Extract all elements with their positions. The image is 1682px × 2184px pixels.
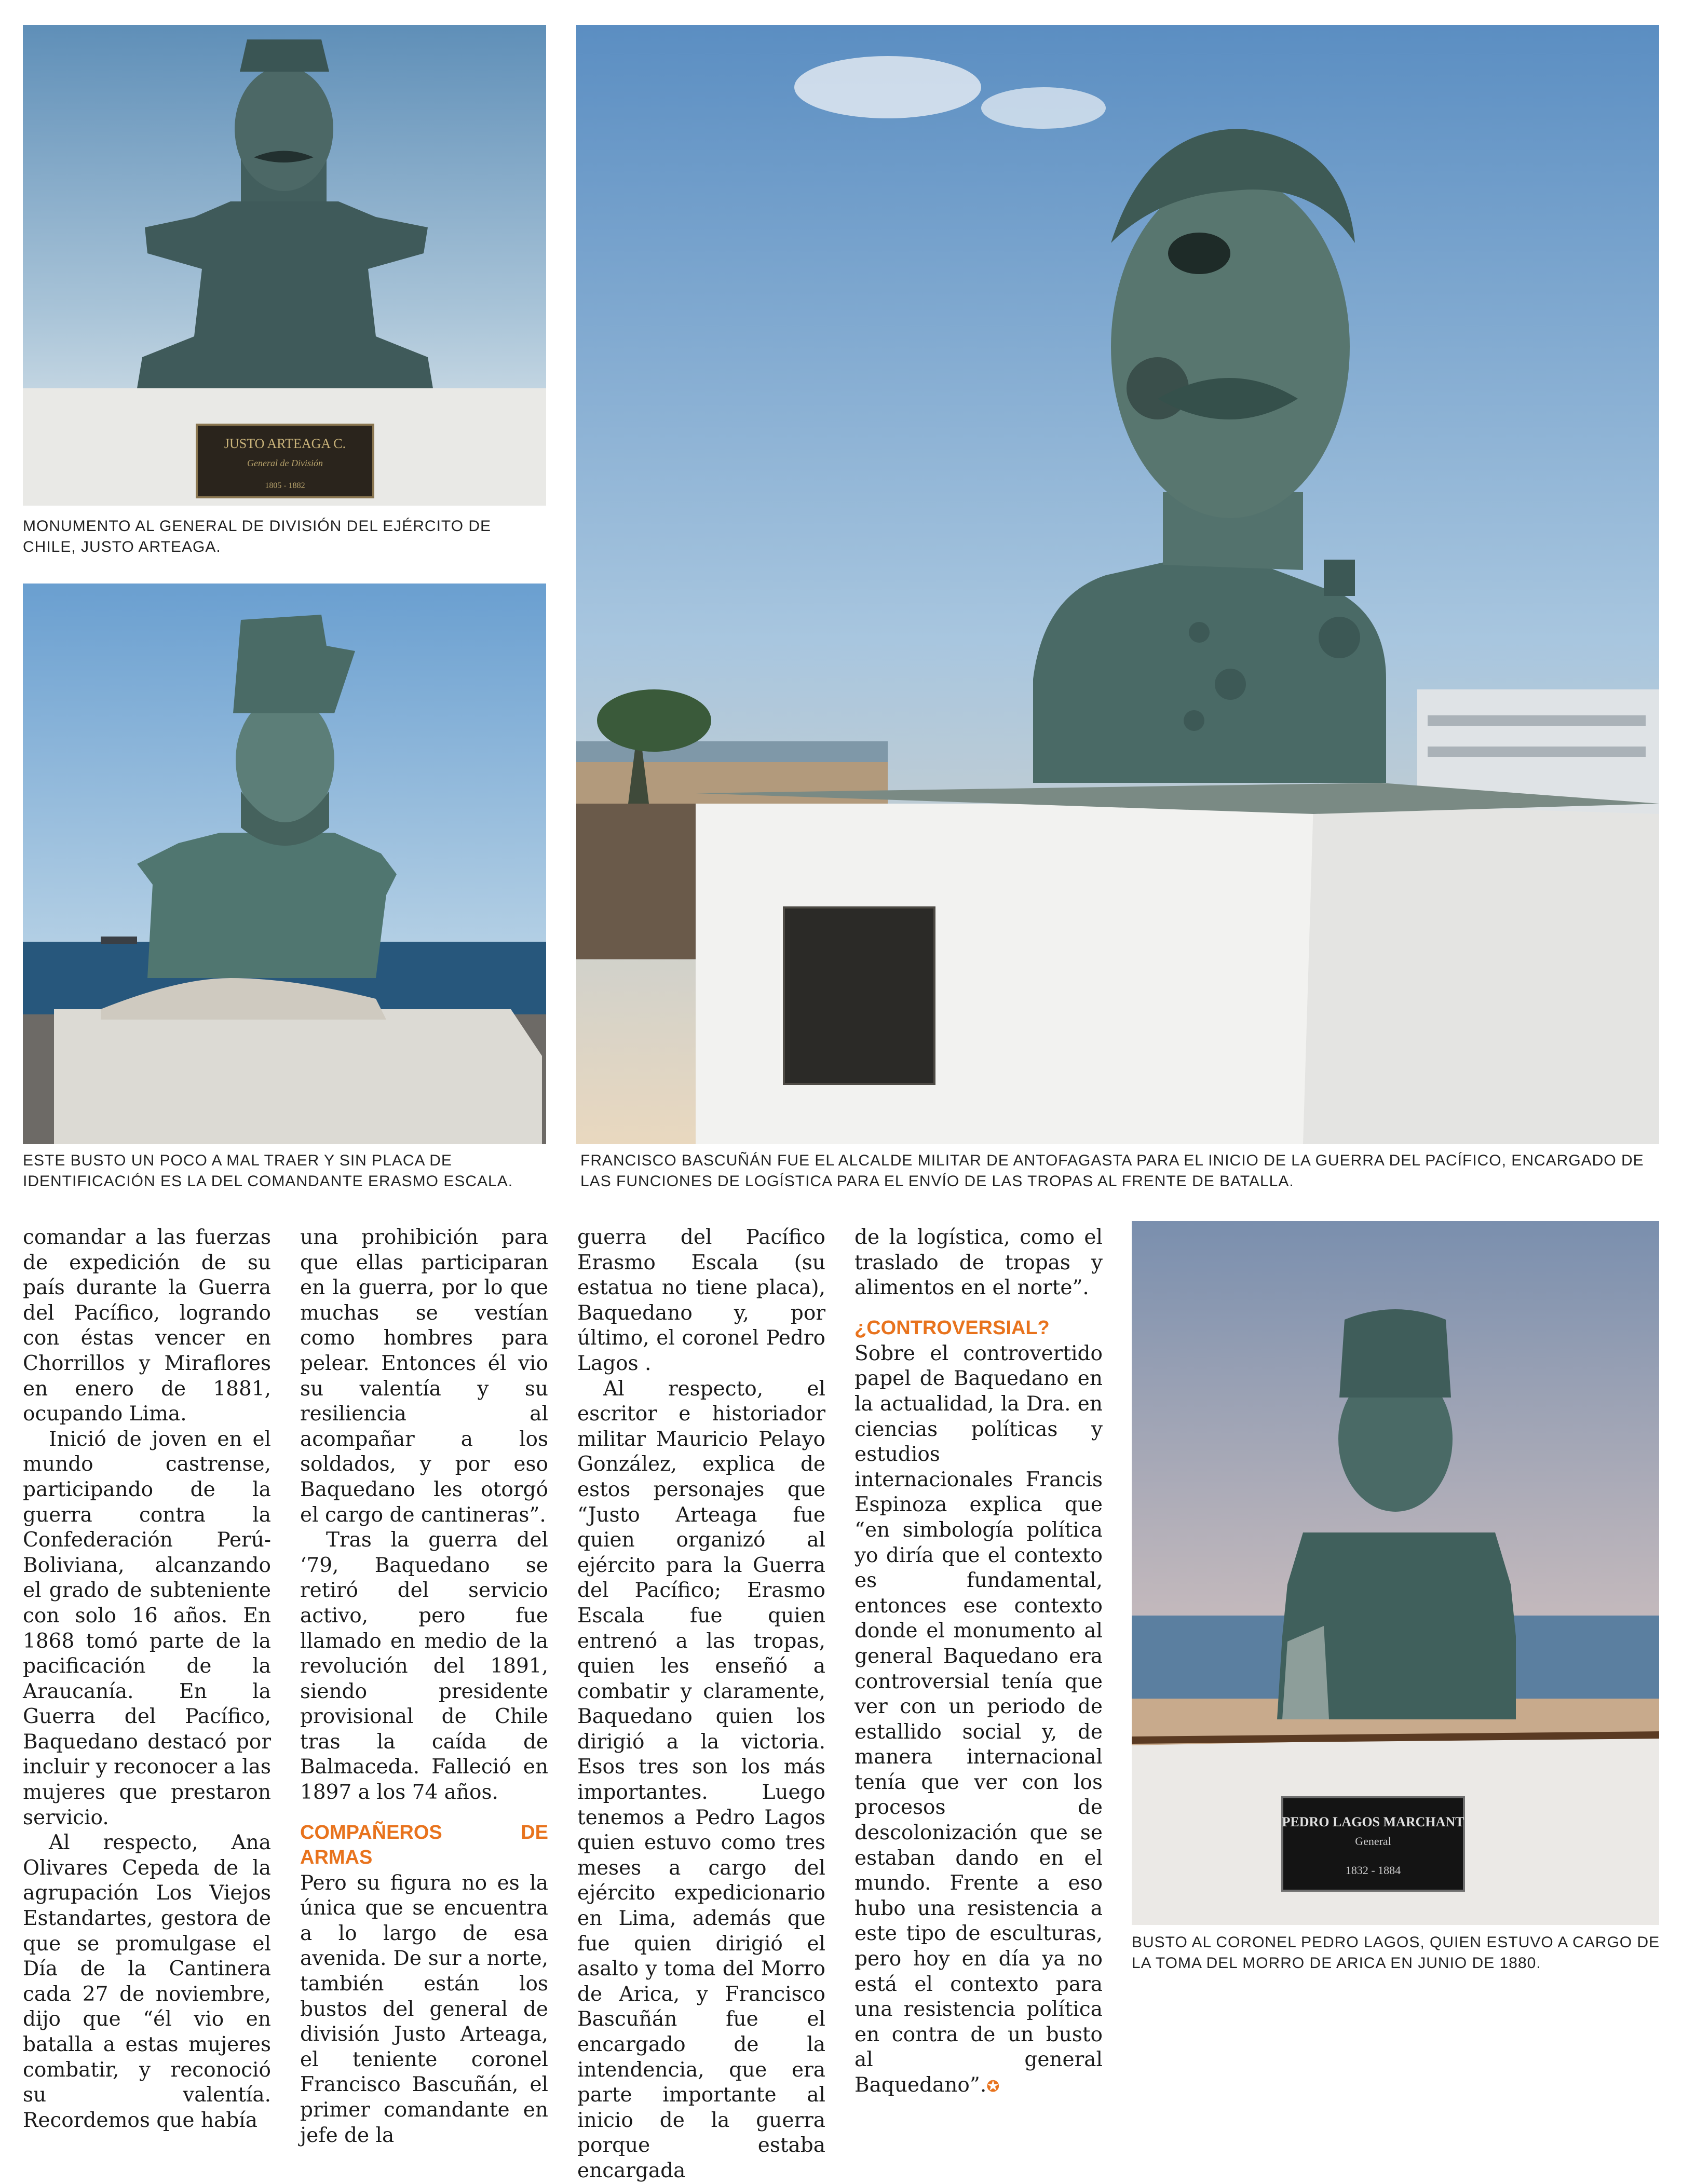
plaque-lagos-years: 1832 - 1884: [1345, 1864, 1401, 1877]
photo-arteaga-bust: [23, 25, 546, 506]
plaque-arteaga-years: 1805 - 1882: [265, 481, 305, 490]
paragraph: guerra del Pacífico Erasmo Escala (su estatua no tiene placa), Baquedano y, por último, el coronel Pedro Lagos .: [577, 1226, 825, 1375]
article-column-4: [854, 1225, 1103, 2100]
paragraph: Al respecto, Ana Olivares Cepeda de la agrupación Los Viejos Estandartes, gestora de que se promulgase el Día de la Cantinera cada 27 de noviembre, dijo que “él vio en batalla a estas mujeres combatir, y reconoció su valentía. Recordemos que había: [23, 1831, 271, 2132]
plaque-arteaga-name: JUSTO ARTEAGA C.: [224, 436, 346, 451]
article-column-3: [577, 1225, 825, 2184]
photo-lagos-bust: [1132, 1221, 1659, 1925]
end-mark-icon: ✪: [986, 2078, 1000, 2096]
paragraph: Inició de joven en el mundo castrense, participando de la guerra contra la Confederación Perú-Boliviana, alcanzando el grado de subteniente con solo 16 años. En 1868 tomó parte de la pacificación de la Araucanía. En la Guerra del Pacífico, Baquedano destacó por incluir y reconocer a las mujeres que prestaron servicio.: [23, 1427, 271, 1829]
paragraph: comandar a las fuerzas de expedición de su país durante la Guerra del Pacífico, logrando con éstas vencer en Chorrillos y Miraflores en enero de 1881, ocupando Lima.: [23, 1226, 271, 1426]
paragraph: una prohibición para que ellas participaran en la guerra, por lo que muchas se vestían como hombres para pelear. Entonces él vio su valentía y su resiliencia al acompañar a los soldados, y por eso Baquedano les otorgó el cargo de cantineras”.: [300, 1226, 548, 1527]
caption-lagos: BUSTO AL CORONEL PEDRO LAGOS, QUIEN ESTUVO A CARGO DE LA TOMA DEL MORRO DE ARICA EN JUNIO DE 1880.: [1132, 1934, 1660, 1972]
plaque-lagos-rank: General: [1355, 1835, 1391, 1848]
caption-escala: ESTE BUSTO UN POCO A MAL TRAER Y SIN PLACA DE IDENTIFICACIÓN ES LA DEL COMANDANTE ERASMO ESCALA.: [23, 1152, 513, 1190]
paragraph-final: [854, 1341, 1103, 2100]
paragraph: Al respecto, el escritor e historiador militar Mauricio Pelayo González, explica de estos personajes que “Justo Arteaga fue quien organizó al ejército para la Guerra del Pacífico; Erasmo Escala fue quien entrenó a las tropas, quien les enseñó a combatir y claramente, Baquedano quien los dirigió a la victoria. Esos tres son los más importantes. Luego tenemos a Pedro Lagos quien estuvo como tres meses a cargo del ejército expedicionario en Lima, además que fue quien dirigió el asalto y toma del Morro de Arica, y Francisco Bascuñán fue el encargado de la intendencia, que era parte importante al inicio de la guerra porque estaba encargada: [577, 1377, 825, 2182]
subhead-controversial: ¿CONTROVERSIAL?: [854, 1317, 1050, 1339]
article-column-1: [23, 1225, 271, 2133]
plaque-lagos-name: PEDRO LAGOS MARCHANT: [1282, 1814, 1464, 1829]
paragraph-final-text: Sobre el controvertido papel de Baquedano en la actualidad, la Dra. en ciencias políticas y estudios internacionales Francis Espinoza explica que “en simbología política yo diría que el contexto es fundamental, entonces ese contexto donde el monumento al general Baquedano era controversial tenía que ver con un periodo de estallido social y, de manera internacional tenía que ver con los procesos de descolonización que se estaban dando en el mundo. Frente a eso hubo una resistencia a este tipo de esculturas, pero hoy en día ya no está el contexto para una resistencia política en contra de un busto al general Baquedano”.: [854, 1341, 1103, 2097]
photo-escala-bust: [23, 584, 546, 1144]
caption-arteaga: MONUMENTO AL GENERAL DE DIVISIÓN DEL EJÉRCITO DE CHILE, JUSTO ARTEAGA.: [23, 518, 492, 555]
paragraph: Pero su figura no es la única que se encuentra a lo largo de esa avenida. De sur a norte, también están los bustos del general de división Justo Arteaga, el teniente coronel Francisco Bascuñán, el primer comandante en jefe de la: [300, 1871, 548, 2147]
paragraph: Tras la guerra del ‘79, Baquedano se retiró del servicio activo, pero fue llamado en medio de la revolución del 1891, siendo presidente provisional de Chile tras la caída de Balmaceda. Falleció en 1897 a los 74 años.: [300, 1528, 548, 1805]
paragraph: de la logística, como el traslado de tropas y alimentos en el norte”.: [854, 1226, 1103, 1300]
caption-bascunan: FRANCISCO BASCUÑÁN FUE EL ALCALDE MILITAR DE ANTOFAGASTA PARA EL INICIO DE LA GUERRA DEL PACÍFICO, ENCARGADO DE LAS FUNCIONES DE LOGÍSTICA PARA EL ENVÍO DE LAS TROPAS AL FRENTE DE BATALLA.: [580, 1152, 1644, 1190]
subhead-companeros: COMPAÑEROS DE ARMAS: [300, 1821, 548, 1868]
plaque-arteaga-rank: General de División: [247, 458, 323, 468]
photo-bascunan-bust: [576, 25, 1659, 1144]
article-column-2: [300, 1225, 548, 2148]
